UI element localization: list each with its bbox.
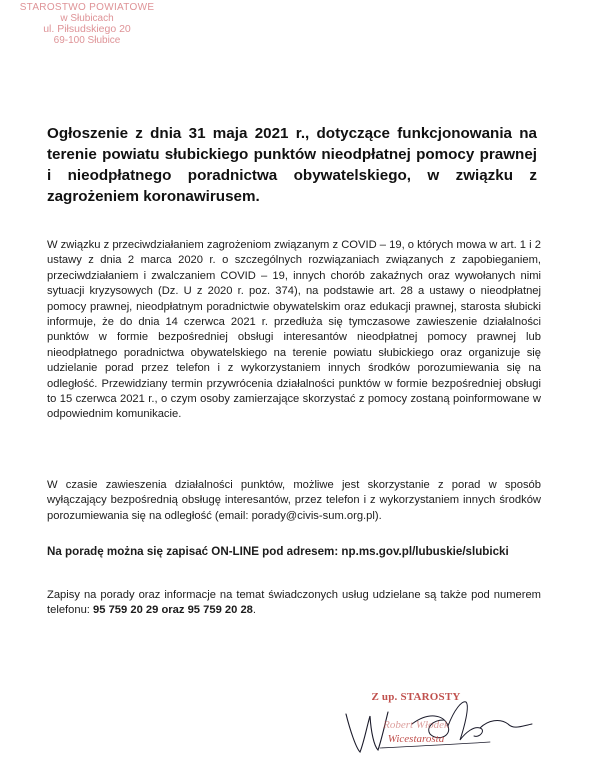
paragraph-remote-advice: W czasie zawieszenia działalności punktów, możliwe jest skorzystanie z porad w sposób wyłączający bezpośrednią obsługę interesantów, przez telefon i z wykorzystaniem innych środków porozumiewania się na odległość (email: porady@civis-sum.org.pl). (47, 479, 541, 522)
signature-stamp-line-3: Wicestarosta (387, 733, 445, 745)
signature-stamp (366, 690, 466, 746)
office-stamp-line-3: ul. Piłsudskiego 20 (43, 23, 131, 35)
office-stamp-line-4: 69-100 Słubice (53, 35, 121, 46)
office-stamp-line-2: w Słubicach (60, 13, 114, 24)
announcement-title: Ogłoszenie z dnia 31 maja 2021 r., dotyczące funkcjonowania na terenie powiatu słubickiego punktów nieodpłatnej pomocy prawnej i nieodpłatnego poradnictwa obywatelskiego, w związku z zagrożeniem koronawirusem. (47, 125, 537, 205)
signature-stamp-line-1: Z up. STAROSTY (371, 691, 461, 703)
office-stamp-line-1: STAROSTWO POWIATOWE (19, 2, 155, 13)
phone-numbers: 95 759 20 29 oraz 95 759 20 28 (93, 604, 253, 617)
phone-info-text: Zapisy na porady oraz informacje na temat świadczonych usług udzielane są także pod numerem telefonu: (47, 589, 541, 617)
paragraph-online-registration: Na poradę można się zapisać ON-LINE pod adresem: np.ms.gov.pl/lubuskie/slubicki (47, 545, 509, 558)
paragraph-phone-info (47, 588, 541, 619)
signature-stamp-line-2: Robert Włodek (383, 719, 449, 731)
office-stamp (2, 2, 172, 46)
phone-info-end: . (252, 604, 257, 617)
paragraph-suspension: W związku z przeciwdziałaniem zagrożeniom związanym z COVID – 19, o których mowa w art. 1 i 2 ustawy z dnia 2 marca 2020 r. o szczególnych rozwiązaniach związanych z zapobieganiem, przeciwdziałaniem i zwalczaniem COVID – 19, innych chorób zakaźnych oraz wywołanych nimi sytuacji kryzysowych (Dz. U z 2020 r. poz. 374), na podstawie art. 28 a ustawy o nieodpłatnej pomocy prawnej, nieodpłatnym poradnictwie obywatelskim oraz edukacji prawnej, starosta słubicki informuje, że do dnia 14 czerwca 2021 r. przedłuża się tymczasowe zawieszenie działalności punktów w formie bezpośredniej obsługi interesantów nieodpłatnej pomocy prawnej lub nieodpłatnego poradnictwa obywatelskiego na terenie powiatu słubickiego oraz organizuje się udzielanie porad przez telefon i z wykorzystaniem innych środków porozumiewania się na odległość. Przewidziany termin przywrócenia działalności punktów w formie bezpośredniej obsługi to 15 czerwca 2021 r., o czym osoby zamierzające skorzystać z pomocy zostaną poinformowane w odpowiednim komunikacie. (47, 239, 541, 421)
